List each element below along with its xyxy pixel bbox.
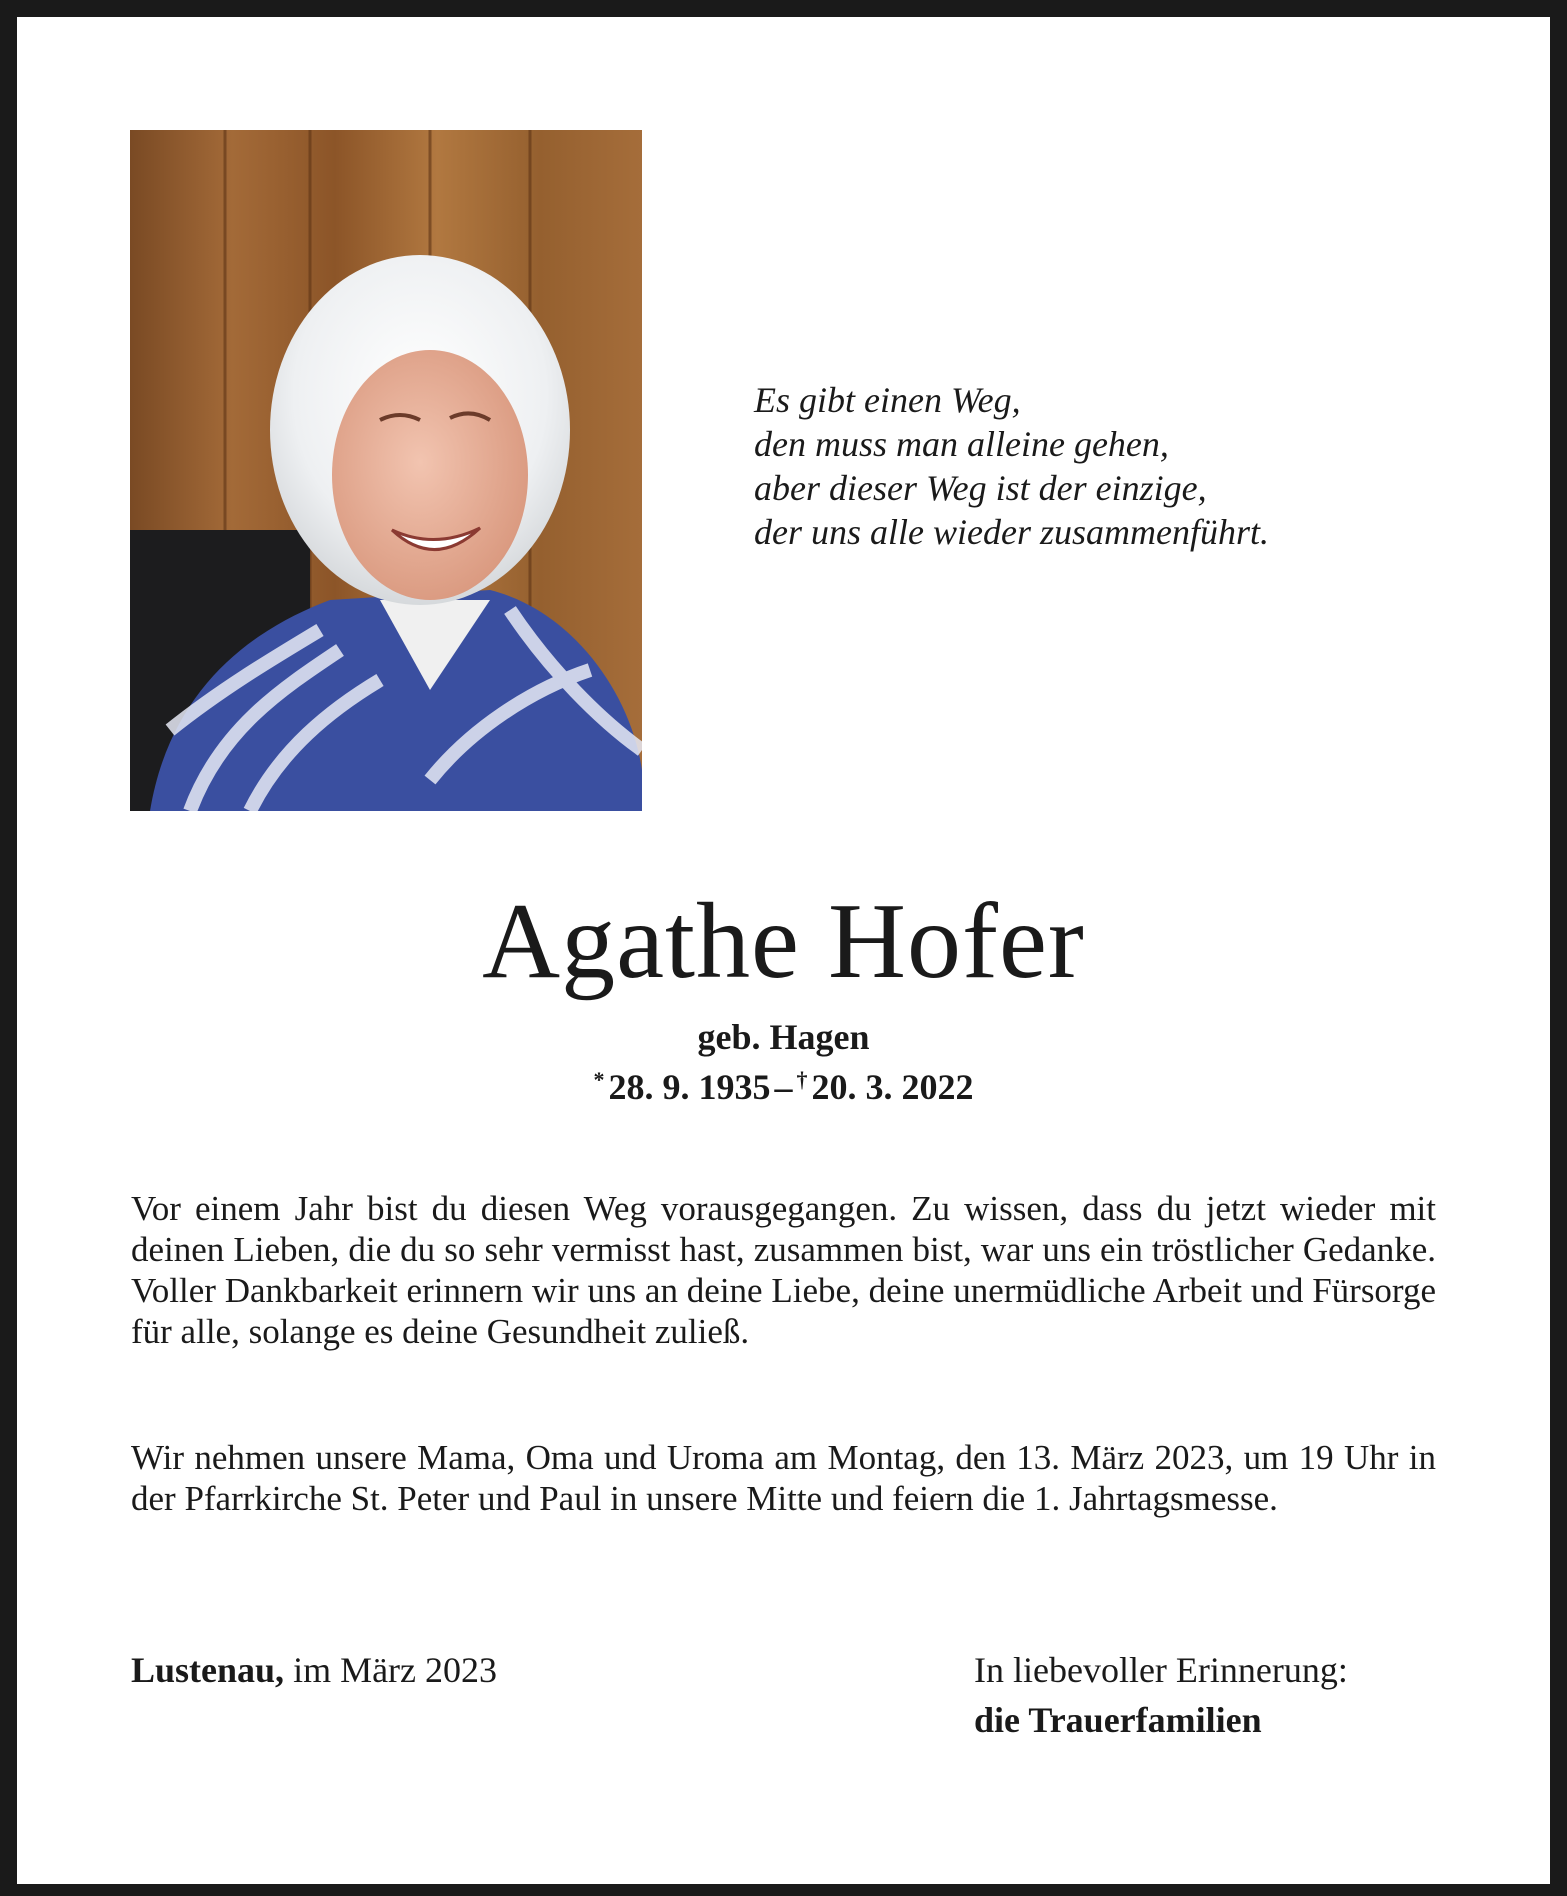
birth-date: 28. 9. 1935 [608,1067,771,1107]
mass-announcement: Wir nehmen unsere Mama, Oma und Uroma am Montag, den 13. März 2023, um 19 Uhr in der Pfarrkirche St. Peter und Paul in unsere Mitte und feiern die 1. Jahrtagsmesse. [131,1438,1436,1518]
deceased-name: Agathe Hofer [482,882,1085,1001]
closing-phrase: In liebevoller Erinnerung: [974,1650,1348,1690]
poem-line: der uns alle wieder zusammenführt. [754,512,1269,552]
poem-line: den muss man alleine gehen, [754,424,1169,464]
memorial-paragraph: Vor einem Jahr bist du diesen Weg vorausgegangen. Zu wissen, dass du jetzt wieder mit deinen Lieben, die du so sehr vermisst hast, zusammen bist, war uns ein tröstlicher Gedanke. Voller Dankbarkeit erinnern wir uns an deine Liebe, deine unermüdliche Arbeit und Fürsorge für alle, solange es deine Gesundheit zuließ. [131,1189,1436,1351]
place-and-date [131,1648,497,1692]
life-dates [0,1058,1567,1109]
date-separator: – [774,1067,793,1107]
poem-line: Es gibt einen Weg, [754,380,1021,420]
maiden-name: geb. Hagen [697,1017,870,1057]
death-mark: † [796,1067,808,1092]
portrait-photo [130,130,642,811]
death-date: 20. 3. 2022 [811,1067,974,1107]
birth-mark: * [593,1067,605,1092]
notice-date: im März 2023 [293,1650,498,1690]
poem-line: aber dieser Weg ist der einzige, [754,468,1207,508]
city-name: Lustenau, [131,1650,285,1690]
poem-quote [754,378,1269,554]
signers: die Trauerfamilien [974,1700,1262,1740]
signature-block [974,1648,1348,1742]
